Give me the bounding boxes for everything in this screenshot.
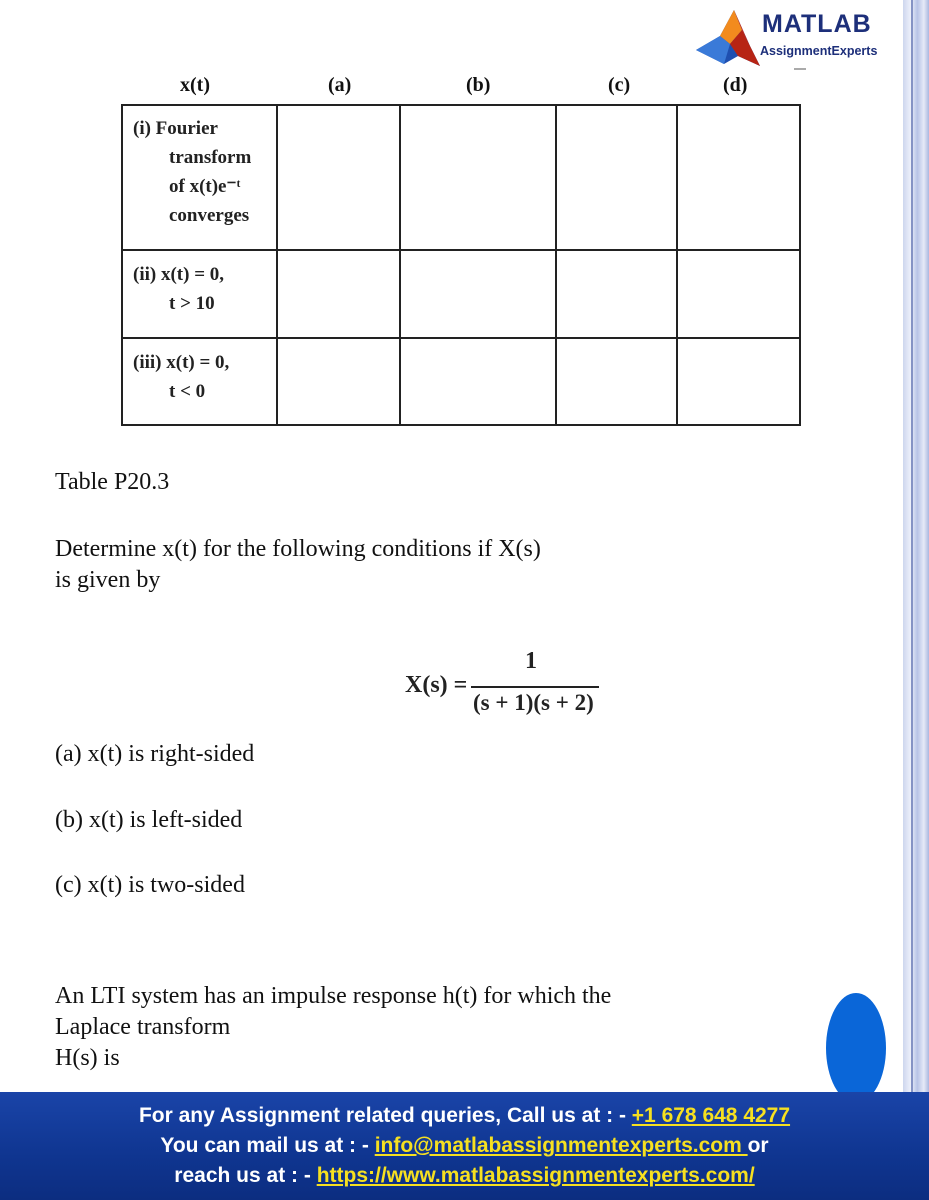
table-row-label-i [133,114,251,230]
footer-line-1 [0,1102,929,1130]
condition-a: (a) x(t) is right-sided [55,741,255,767]
logo-title: MATLAB [762,10,872,38]
formula-denominator: (s + 1)(s + 2) [473,690,594,715]
right-decorative-stripe [903,0,929,1200]
phone-link[interactable]: +1 678 648 4277 [631,1104,791,1127]
table-caption: Table P20.3 [55,469,170,495]
table-divider [555,106,557,424]
lti-line-1: An LTI system has an impulse response h(t) for which the [55,983,612,1009]
table-header [120,74,802,104]
row-label-line: (i) Fourier [133,118,218,139]
logo-underline [794,68,806,70]
table-divider [399,106,401,424]
problem-table [121,104,801,426]
condition-b: (b) x(t) is left-sided [55,807,243,833]
row-label-line: t > 10 [169,293,215,314]
table-divider [676,106,678,424]
table-header-xt: x(t) [180,74,210,96]
decorative-blue-oval [826,993,886,1103]
xs-formula [405,648,605,728]
email-link[interactable]: info@matlabassignmentexperts.com [374,1134,748,1157]
lti-line-2: Laplace transform [55,1014,231,1040]
matlab-logo [694,6,894,76]
row-label-line: (ii) x(t) = 0, [133,264,225,285]
row-label-line: converges [169,205,250,226]
table-header-col-c: (c) [608,74,631,96]
table-divider [276,106,278,424]
table-row-label-iii [133,348,229,406]
website-link[interactable]: https://www.matlabassignmentexperts.com/ [316,1164,755,1187]
formula-lhs: X(s) = [405,672,468,698]
prompt-line-1: Determine x(t) for the following conditions if X(s) [55,536,541,562]
matlab-membrane-icon [694,6,764,72]
footer-line-2 [0,1132,929,1160]
row-label-line: transform [169,147,252,168]
row-label-line: of x(t)e⁻ᵗ [169,176,241,197]
formula-numerator: 1 [525,648,537,674]
prompt-line-2: is given by [55,567,161,593]
footer-mail-text: You can mail us at : - [160,1134,375,1157]
logo-subtitle: AssignmentExperts [760,44,878,58]
formula-fraction-bar [471,686,599,688]
table-divider [123,337,799,339]
footer-call-text: For any Assignment related queries, Call us at : - [138,1104,632,1127]
footer-reach-text: reach us at : - [174,1164,317,1187]
row-label-line: (iii) x(t) = 0, [133,352,230,373]
footer-or-text: or [747,1134,769,1157]
contact-footer [0,1092,929,1200]
row-label-line: t < 0 [169,381,206,402]
footer-line-3 [0,1162,929,1190]
condition-c: (c) x(t) is two-sided [55,872,245,898]
table-header-col-a: (a) [328,74,352,96]
table-header-col-d: (d) [723,74,748,96]
right-stripe-line [911,0,913,1200]
table-divider [123,249,799,251]
table-header-col-b: (b) [466,74,491,96]
table-row-label-ii [133,260,224,318]
lti-line-3: H(s) is [55,1045,120,1071]
